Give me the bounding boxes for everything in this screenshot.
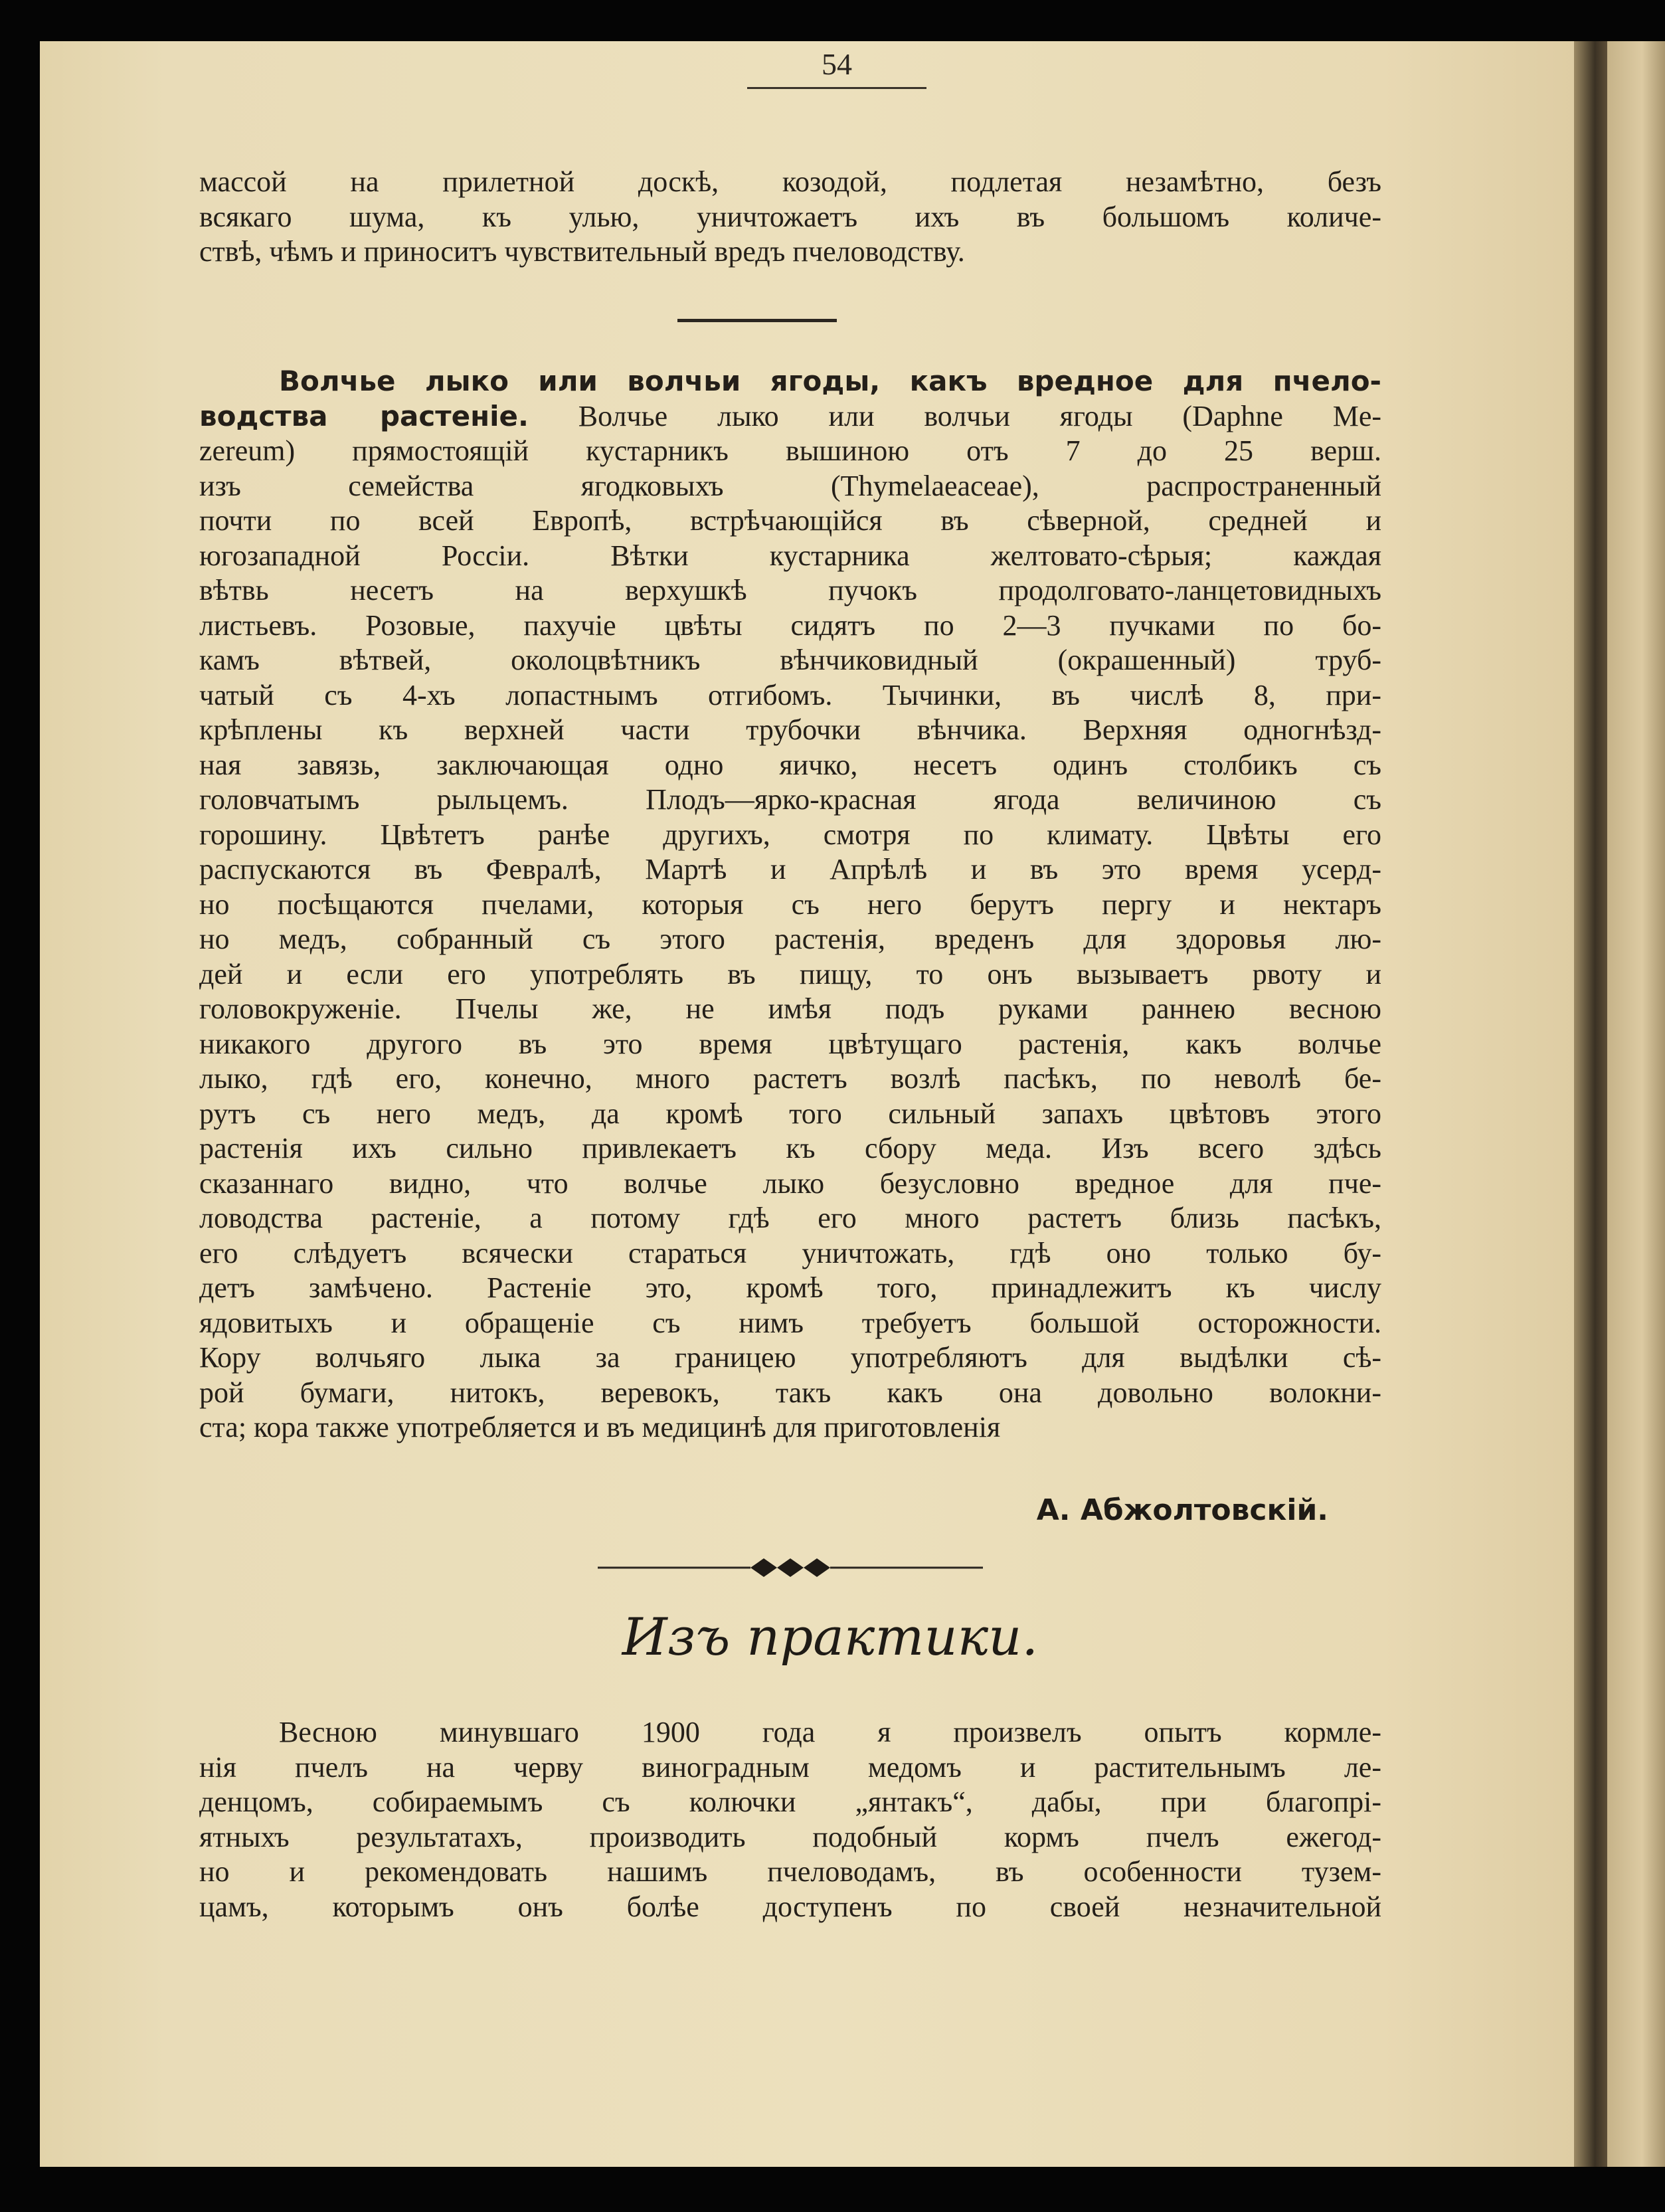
text-line: его слѣдуетъ всячески стараться уничтожать, гдѣ оно только бу- bbox=[199, 1236, 1381, 1269]
text-line: сказаннаго видно, что волчье лыко безусловно вредное для пче- bbox=[199, 1166, 1381, 1200]
text-line: но посѣщаются пчелами, которыя съ него берутъ пергу и нектаръ bbox=[199, 887, 1381, 921]
text-line bbox=[199, 399, 1381, 434]
text-line: ятныхъ результатахъ, производить подобный кормъ пчелъ ежегод- bbox=[199, 1820, 1381, 1853]
text-line: камъ вѣтвей, околоцвѣтникъ вѣнчиковидный (окрашенный) труб- bbox=[199, 644, 1381, 676]
text-line: ядовитыхъ и обращеніе съ нимъ требуетъ большой осторожности. bbox=[199, 1306, 1381, 1339]
text-line: дей и если его употреблять въ пищу, то онъ вызываетъ рвоту и bbox=[199, 957, 1381, 990]
page-number: 54 bbox=[747, 46, 926, 89]
text-line-rest: Волчье лыко или волчьи ягоды (Daphne Me- bbox=[578, 399, 1382, 432]
text-line: горошину. Цвѣтетъ ранѣе другихъ, смотря по климату. Цвѣты его bbox=[199, 818, 1381, 851]
section-paragraph bbox=[199, 1715, 1381, 1924]
text-line: распускаются въ Февралѣ, Мартѣ и Апрѣлѣ и въ это время усерд- bbox=[199, 853, 1381, 885]
text-line: Весною минувшаго 1900 года я произвелъ опытъ кормле- bbox=[279, 1716, 1381, 1748]
text-line: рой бумаги, нитокъ, веревокъ, такъ какъ она довольно волокни- bbox=[199, 1376, 1381, 1409]
text-line: массой на прилетной доскѣ, козодой, подлетая незамѣтно, безъ bbox=[199, 165, 1381, 198]
text-line: всякаго шума, къ улью, уничтожаетъ ихъ въ большомъ количе- bbox=[199, 200, 1381, 233]
text-line: но и рекомендовать нашимъ пчеловодамъ, въ особенности тузем- bbox=[199, 1855, 1381, 1888]
next-page-edge bbox=[1607, 41, 1665, 2167]
text-line: цамъ, которымъ онъ болѣе доступенъ по своей незначительной bbox=[199, 1890, 1381, 1923]
text-line: крѣплены къ верхней части трубочки вѣнчика. Верхняя одногнѣзд- bbox=[199, 713, 1381, 746]
text-line: почти по всей Европѣ, встрѣчающійся въ сѣверной, средней и bbox=[199, 504, 1381, 537]
text-line: изъ семейства ягодковыхъ (Thymelaeaceae), распространенный bbox=[199, 469, 1381, 502]
article-author: А. Абжолтовскій. bbox=[1036, 1493, 1328, 1527]
text-line: никакого другого въ это время цвѣтущаго растенія, какъ волчье bbox=[199, 1027, 1381, 1060]
text-line: ствѣ, чѣмъ и приноситъ чувствительный вредъ пчеловодству. bbox=[199, 235, 965, 268]
text-line: югозападной Россіи. Вѣтки кустарника желтовато-сѣрыя; каждая bbox=[199, 539, 1381, 572]
text-line: вѣтвь несетъ на верхушкѣ пучокъ продолговато-ланцетовидныхъ bbox=[199, 574, 1381, 606]
text-line: головчатымъ рыльцемъ. Плодъ—ярко-красная ягода величиною съ bbox=[199, 783, 1381, 816]
article-wolf-bast bbox=[199, 364, 1381, 1445]
text-line: растенія ихъ сильно привлекаетъ къ сбору меда. Изъ всего здѣсь bbox=[199, 1132, 1381, 1164]
section-title: Изъ практики. bbox=[622, 1608, 1039, 1667]
text-line: денцомъ, собираемымъ съ колючки „янтакъ“, дабы, при благопрі- bbox=[199, 1786, 1381, 1818]
text-line: лыко, гдѣ его, конечно, много растетъ возлѣ пасѣкъ, по неволѣ бе- bbox=[199, 1062, 1381, 1095]
text-line: ста; кора также употребляется и въ медицинѣ для приготовленія bbox=[199, 1411, 1001, 1443]
article-heading: Волчье лыко или волчьи ягоды, какъ вредное для пчело- bbox=[279, 365, 1381, 397]
text-line: головокруженіе. Пчелы же, не имѣя подъ руками раннею весною bbox=[199, 992, 1381, 1025]
text-line: ная завязь, заключающая одно яичко, несетъ одинъ столбикъ съ bbox=[199, 748, 1381, 781]
text-line: нія пчелъ на черву виноградным медомъ и растительнымъ ле- bbox=[199, 1750, 1381, 1784]
intro-paragraph bbox=[199, 165, 1381, 270]
text-line: но медъ, собранный съ этого растенія, вреденъ для здоровья лю- bbox=[199, 923, 1381, 955]
text-line: Кору волчьяго лыка за границею употребляютъ для выдѣлки сѣ- bbox=[199, 1341, 1381, 1374]
text-line: zereum) прямостоящій кустарникъ вышиною отъ 7 до 25 верш. bbox=[199, 434, 1381, 467]
ornament-divider bbox=[598, 1548, 983, 1588]
text-line: рутъ съ него медъ, да кромѣ того сильный запахъ цвѣтовъ этого bbox=[199, 1097, 1381, 1130]
text-line: листьевъ. Розовые, пахучіе цвѣты сидятъ по 2—3 пучками по бо- bbox=[199, 608, 1381, 642]
section-divider bbox=[677, 319, 837, 322]
text-line: ловодства растеніе, а потому гдѣ его много растетъ близь пасѣкъ, bbox=[199, 1202, 1381, 1234]
text-line: детъ замѣчено. Растеніе это, кромѣ того, принадлежитъ къ числу bbox=[199, 1271, 1381, 1304]
text-line: чатый съ 4-хъ лопастнымъ отгибомъ. Тычинки, въ числѣ 8, при- bbox=[199, 678, 1381, 711]
article-heading-end: водства растеніе. bbox=[199, 399, 529, 432]
